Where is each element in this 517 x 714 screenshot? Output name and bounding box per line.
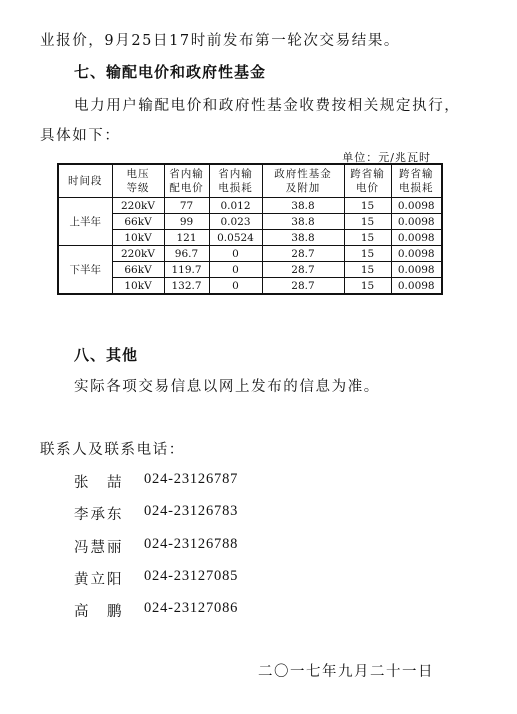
table-cell: 99 <box>164 214 209 230</box>
period-cell: 上半年 <box>58 198 112 246</box>
table-row <box>58 230 442 246</box>
contact-name: 张 喆 <box>74 475 124 491</box>
contact-name: 李承东 <box>74 507 124 523</box>
unit-label: 单位：元/兆瓦时 <box>342 151 431 164</box>
table-cell: 38.8 <box>262 198 344 214</box>
table-cell: 28.7 <box>262 246 344 262</box>
table-cell: 0.0098 <box>391 214 442 230</box>
contact-phone: 024-23126787 <box>144 471 239 487</box>
table-cell: 10kV <box>112 230 164 246</box>
table-row <box>58 278 442 295</box>
table-cell: 15 <box>344 198 391 214</box>
table-cell: 15 <box>344 278 391 295</box>
table-cell: 0.012 <box>209 198 262 214</box>
table-body <box>58 198 442 295</box>
contact-name: 高 鹏 <box>74 604 124 620</box>
table-header-cell: 跨省输 电损耗 <box>391 164 442 198</box>
table-cell: 15 <box>344 246 391 262</box>
table-cell: 77 <box>164 198 209 214</box>
table-cell: 15 <box>344 214 391 230</box>
table-header-cell: 电压 等级 <box>112 164 164 198</box>
table-cell: 28.7 <box>262 278 344 295</box>
table-row <box>58 214 442 230</box>
period-cell: 下半年 <box>58 246 112 295</box>
table-cell: 132.7 <box>164 278 209 295</box>
table-cell: 96.7 <box>164 246 209 262</box>
contact-phone: 024-23126783 <box>144 503 239 519</box>
table-row <box>58 262 442 278</box>
intro-line: 业报价，9月25日17时前发布第一轮次交易结果。 <box>40 33 401 49</box>
table-cell: 0.0524 <box>209 230 262 246</box>
contact-name: 黄立阳 <box>74 572 124 588</box>
table-cell: 0.0098 <box>391 246 442 262</box>
table-cell: 220kV <box>112 198 164 214</box>
table-cell: 0.0098 <box>391 198 442 214</box>
section-7-heading: 七、输配电价和政府性基金 <box>74 63 267 81</box>
table-cell: 0.0098 <box>391 230 442 246</box>
table-header-cell: 省内输 电损耗 <box>209 164 262 198</box>
table-cell: 38.8 <box>262 214 344 230</box>
contact-phone: 024-23126788 <box>144 536 239 552</box>
contact-phone: 024-23127085 <box>144 568 239 584</box>
contact-phone: 024-23127086 <box>144 600 239 616</box>
table-cell: 66kV <box>112 214 164 230</box>
table-header-cell: 政府性基金 及附加 <box>262 164 344 198</box>
table-cell: 0 <box>209 246 262 262</box>
table-row <box>58 198 442 214</box>
table-cell: 15 <box>344 262 391 278</box>
document-date: 二〇一七年九月二十一日 <box>258 664 434 680</box>
section-8-heading: 八、其他 <box>74 346 139 364</box>
table-header-cell: 时间段 <box>58 164 112 198</box>
table-row <box>58 246 442 262</box>
table-cell: 220kV <box>112 246 164 262</box>
section-7-paragraph-line1: 电力用户输配电价和政府性基金收费按相关规定执行， <box>74 98 461 114</box>
table-cell: 0 <box>209 278 262 295</box>
table-cell: 119.7 <box>164 262 209 278</box>
table-cell: 38.8 <box>262 230 344 246</box>
table-header-cell: 跨省输 电价 <box>344 164 391 198</box>
contact-label: 联系人及联系电话： <box>40 442 185 458</box>
table-cell: 15 <box>344 230 391 246</box>
table-cell: 0.023 <box>209 214 262 230</box>
section-7-paragraph-line2: 具体如下： <box>40 128 121 144</box>
table-cell: 10kV <box>112 278 164 295</box>
table-cell: 28.7 <box>262 262 344 278</box>
contact-name: 冯慧丽 <box>74 540 124 556</box>
table-cell: 121 <box>164 230 209 246</box>
table-header-row <box>58 164 442 198</box>
table-header-cell: 省内输 配电价 <box>164 164 209 198</box>
table-cell: 0 <box>209 262 262 278</box>
table-cell: 0.0098 <box>391 262 442 278</box>
section-8-paragraph: 实际各项交易信息以网上发布的信息为准。 <box>74 379 380 395</box>
table-cell: 0.0098 <box>391 278 442 295</box>
table-cell: 66kV <box>112 262 164 278</box>
tariff-table <box>57 163 443 295</box>
